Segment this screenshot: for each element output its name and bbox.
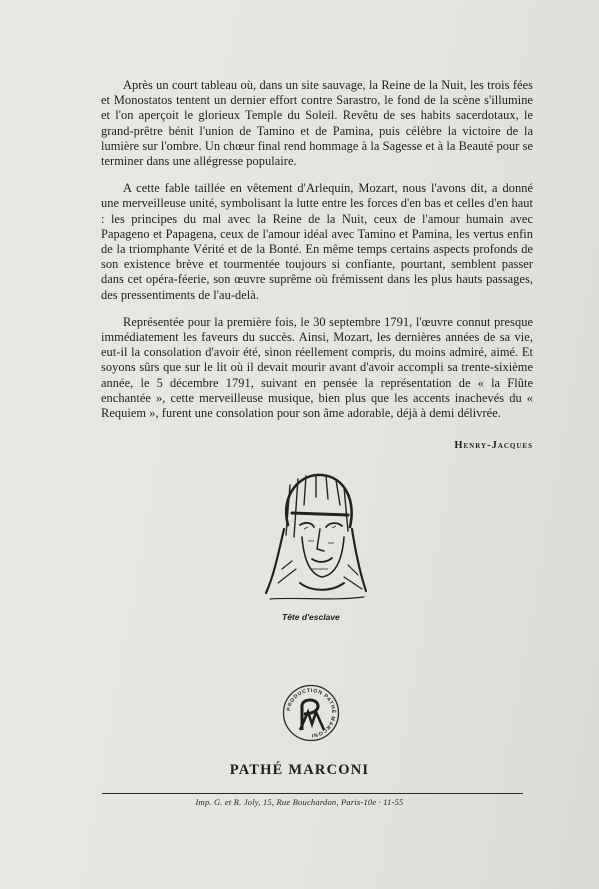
illustration-caption: Tête d'esclave: [282, 612, 340, 622]
pathe-marconi-logo: [282, 684, 340, 742]
svg-text:PRODUCTION PATHÉ MARCONI: PRODUCTION PATHÉ MARCONI: [286, 687, 337, 739]
brand-name: PATHÉ MARCONI: [229, 762, 370, 778]
footer-divider: [102, 793, 523, 794]
paragraph-3: Représentée pour la première fois, le 30 septembre 1791, l'œuvre connut presque immédiatement les faveurs du succès. Ainsi, Mozart, les dernières années de sa vie, eut-il la consolation d'avoir été, sinon réellement compris, du moins admiré, aimé. Et soyons sûrs que sur le lit où il devait mourir avant d'avoir accompli sa trente-sixième année, le 5 décembre 1791, suivant en pensée la représentation de « la Flûte enchantée », cette merveilleuse musique, bien plus que les accents inachevés du « Requiem », furent une consolation pour son âme adorable, déjà à demi délivrée.: [101, 314, 533, 421]
paragraph-1: Après un court tableau où, dans un site sauvage, la Reine de la Nuit, les trois fées et Monostatos tentent un dernier effort contre Sarastro, le fond de la scène s'illumine et l'on aperçoit le glorieux Temple du Soleil. Revêtu de ses habits sacerdotaux, le grand-prêtre bénit l'union de Tamino et de Pamina, puis célèbre la victoire de la lumière sur l'ombre. Un chœur final rend hommage à la Sagesse et à la Beauté pour se terminer dans une allégresse populaire.: [101, 78, 533, 169]
printer-imprint: Imp. G. et R. Joly, 15, Rue Bouchardon, Paris-10e · 11-55: [195, 797, 404, 807]
author-signature: Henry-Jacques: [454, 440, 533, 451]
article-text: [101, 78, 533, 433]
paragraph-2: A cette fable taillée en vêtement d'Arlequin, Mozart, nous l'avons dit, a donné une merveilleuse unité, symbolisant la lutte entre les forces d'en bas et celles d'en haut : les principes du mal avec la Reine de la Nuit, ceux de l'amour humain avec Papageno et Papagena, ceux de l'amour idéal avec Tamino et Pamina, les vertus enfin de la triomphante Vérité et de la Bonté. En même temps certains aspects profonds de son existence brève et tourmentée toujours si confiante, pourtant, semblent passer dans cet opéra-féerie, son œuvre suprême où frémissent dans les plus hauts passages, des pressentiments de l'au-delà.: [101, 181, 533, 302]
slave-head-illustration: [260, 465, 370, 605]
